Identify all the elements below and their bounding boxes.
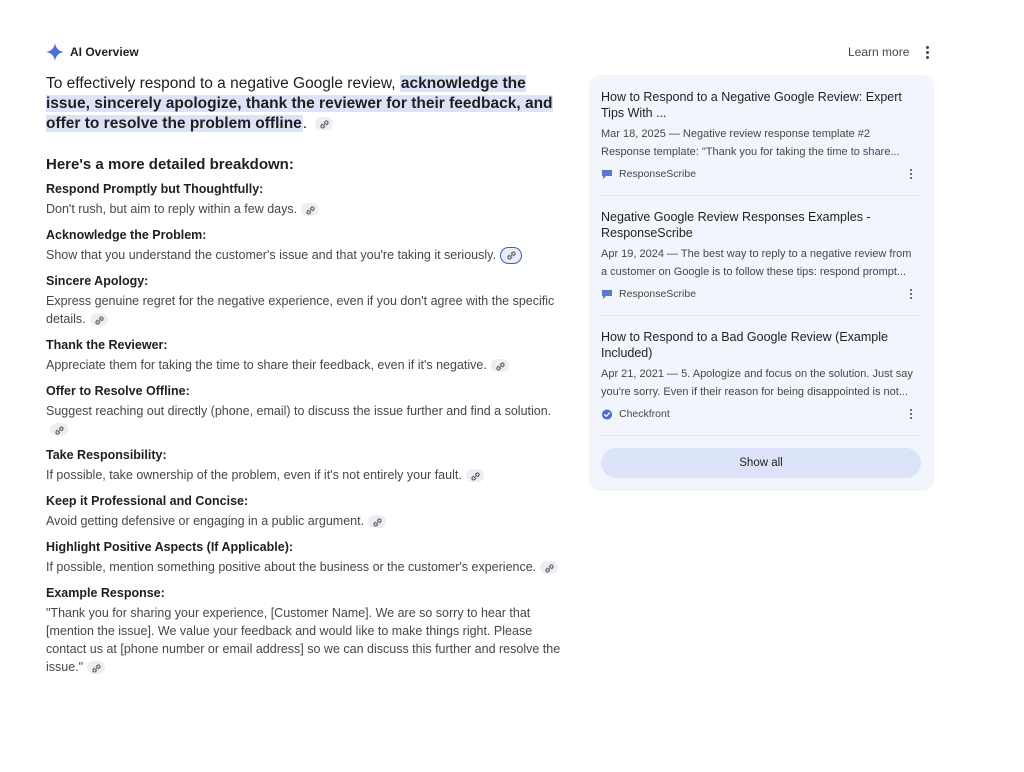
source-card[interactable] bbox=[601, 89, 921, 183]
list-item bbox=[46, 181, 566, 218]
list-item bbox=[46, 585, 566, 676]
divider bbox=[601, 435, 922, 436]
divider bbox=[601, 315, 922, 316]
link-icon[interactable] bbox=[368, 515, 386, 528]
item-text bbox=[46, 356, 566, 374]
source-snippet: Response template: "Thank you for taking the time to share... bbox=[601, 146, 900, 158]
source-card[interactable] bbox=[601, 209, 921, 303]
source-footer bbox=[601, 407, 921, 423]
chat-bubble-icon bbox=[601, 169, 613, 180]
source-snippet: you're sorry. Even if their reason for being disappointed is not... bbox=[601, 386, 909, 398]
link-icon[interactable] bbox=[491, 359, 509, 372]
item-title: Keep it Professional and Concise: bbox=[46, 494, 249, 509]
more-vert-icon[interactable] bbox=[906, 407, 916, 422]
link-icon[interactable] bbox=[87, 661, 105, 674]
source-site: Checkfront bbox=[619, 408, 670, 420]
list-item bbox=[46, 337, 566, 374]
list-item bbox=[46, 273, 566, 328]
source-snippet: Apr 19, 2024 — The best way to reply to a negative review from bbox=[601, 248, 912, 260]
source-title[interactable]: How to Respond to a Negative Google Review: Expert Tips With ... bbox=[601, 90, 902, 120]
more-vert-icon[interactable] bbox=[920, 44, 934, 60]
more-vert-icon[interactable] bbox=[906, 287, 916, 302]
list-item bbox=[46, 447, 566, 484]
source-footer bbox=[601, 167, 921, 183]
item-title: Take Responsibility: bbox=[46, 448, 167, 463]
item-text-content: Appreciate them for taking the time to share their feedback, even if it's negative. bbox=[46, 358, 487, 373]
intro-paragraph bbox=[46, 74, 566, 134]
intro-lead: To effectively respond to a negative Google review, bbox=[46, 75, 396, 92]
source-site: ResponseScribe bbox=[619, 288, 697, 300]
item-text-content: Suggest reaching out directly (phone, email) to discuss the issue further and find a solution. bbox=[46, 404, 552, 419]
item-text bbox=[46, 402, 566, 438]
item-text-content: "Thank you for sharing your experience, [Customer Name]. We are so sorry to hear that [mention the issue]. We value your feedback and would like to make things right. Please contact us at [phone number or email address] so we can discuss this further and resolve the issue." bbox=[46, 606, 561, 675]
gemini-sparkle-icon bbox=[46, 43, 64, 61]
link-icon[interactable] bbox=[540, 561, 558, 574]
overview-body bbox=[46, 74, 566, 685]
source-card[interactable] bbox=[601, 329, 921, 423]
item-text bbox=[46, 292, 566, 328]
item-title: Offer to Resolve Offline: bbox=[46, 384, 190, 399]
source-snippet: Apr 21, 2021 — 5. Apologize and focus on the solution. Just say bbox=[601, 368, 913, 380]
list-item bbox=[46, 383, 566, 438]
item-text bbox=[46, 246, 566, 264]
item-text-content: Express genuine regret for the negative experience, even if you don't agree with the specific details. bbox=[46, 294, 555, 327]
learn-more-link[interactable]: Learn more bbox=[848, 45, 910, 59]
link-icon[interactable] bbox=[50, 423, 68, 436]
item-text bbox=[46, 466, 566, 484]
list-item bbox=[46, 227, 566, 264]
source-snippet: a customer on Google is to follow these tips: respond prompt... bbox=[601, 266, 907, 278]
intro-tail: . bbox=[302, 115, 308, 132]
item-text bbox=[46, 558, 566, 576]
list-item bbox=[46, 493, 566, 530]
link-icon[interactable] bbox=[500, 247, 522, 264]
item-title: Example Response: bbox=[46, 586, 165, 601]
item-title: Respond Promptly but Thoughtfully: bbox=[46, 182, 264, 196]
sources-panel bbox=[589, 75, 934, 491]
source-footer bbox=[601, 287, 921, 303]
item-title: Thank the Reviewer: bbox=[46, 338, 168, 353]
item-text-content: If possible, take ownership of the problem, even if it's not entirely your fault. bbox=[46, 468, 462, 483]
link-icon[interactable] bbox=[315, 117, 333, 130]
breakdown-heading: Here's a more detailed breakdown: bbox=[46, 156, 294, 173]
item-text bbox=[46, 200, 566, 218]
checkmark-circle-icon bbox=[601, 409, 613, 420]
item-text-content: Don't rush, but aim to reply within a few days. bbox=[46, 202, 298, 216]
source-title[interactable]: Negative Google Review Responses Examples - ResponseScribe bbox=[601, 210, 871, 240]
more-vert-icon[interactable] bbox=[906, 167, 916, 182]
intro-highlight: acknowledge the issue, sincerely apologize, thank the reviewer for their feedback, and offer to resolve the problem offline bbox=[46, 75, 553, 132]
chat-bubble-icon bbox=[601, 289, 613, 300]
item-text-content: Avoid getting defensive or engaging in a public argument. bbox=[46, 514, 365, 529]
source-snippet: Mar 18, 2025 — Negative review response template #2 bbox=[601, 128, 871, 140]
item-title: Highlight Positive Aspects (If Applicable): bbox=[46, 540, 294, 555]
item-text-content: If possible, mention something positive about the business or the customer's experience. bbox=[46, 560, 537, 575]
item-text bbox=[46, 512, 566, 530]
source-site: ResponseScribe bbox=[619, 168, 697, 180]
ai-overview-header bbox=[46, 42, 946, 64]
item-title: Acknowledge the Problem: bbox=[46, 228, 207, 242]
ai-overview-title: AI Overview bbox=[70, 45, 139, 59]
link-icon[interactable] bbox=[466, 469, 484, 482]
list-item bbox=[46, 539, 566, 576]
divider bbox=[601, 195, 922, 196]
link-icon[interactable] bbox=[301, 203, 319, 216]
link-icon[interactable] bbox=[90, 313, 108, 326]
item-text-content: Show that you understand the customer's issue and that you're taking it seriously. bbox=[46, 248, 496, 262]
item-text bbox=[46, 604, 566, 676]
item-title: Sincere Apology: bbox=[46, 274, 149, 289]
source-title[interactable]: How to Respond to a Bad Google Review (Example Included) bbox=[601, 330, 888, 360]
show-all-button[interactable]: Show all bbox=[601, 448, 921, 478]
